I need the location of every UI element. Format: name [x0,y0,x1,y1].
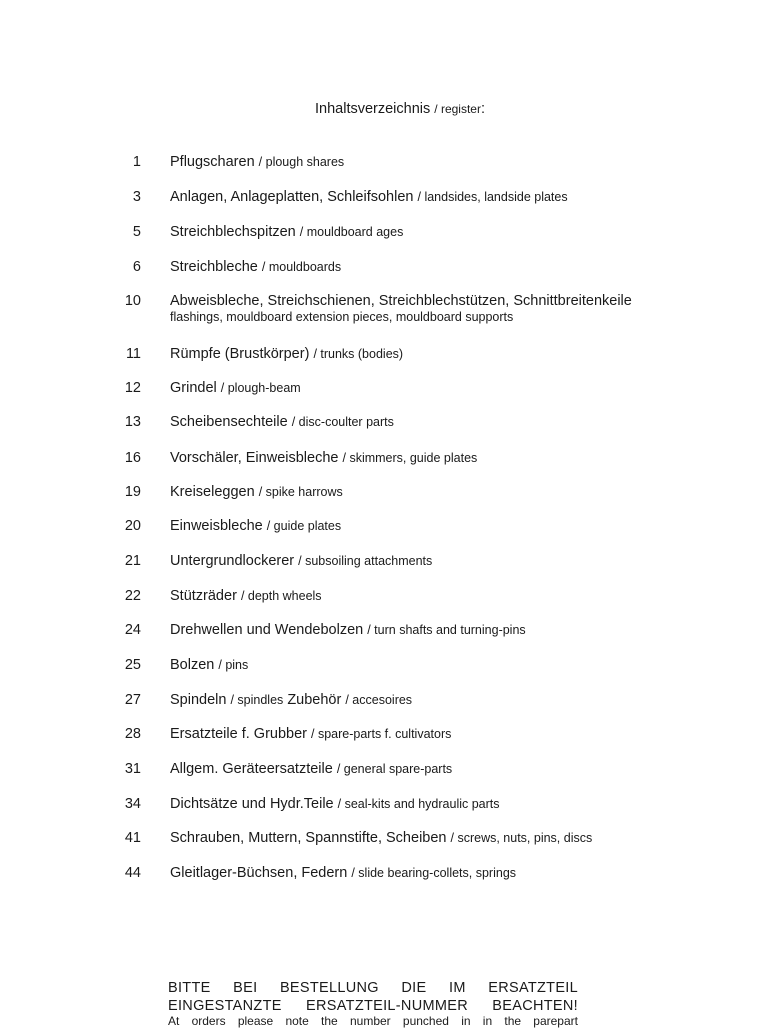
toc-entry-text [170,621,526,639]
toc-entry-english: / plough shares [258,155,345,169]
toc-entry-text [170,292,632,310]
toc-entry-english: / guide plates [266,519,342,533]
toc-entry-german: Spindeln [170,692,227,708]
toc-page-number: 24 [124,622,141,638]
toc-entry-english: / mouldboards [261,260,342,274]
toc-entry-german: Untergrundlockerer [170,553,295,569]
toc-entry-german: Grindel [170,380,217,396]
notice-line-3: At orders please note the number punched in in the parepart [168,1014,578,1028]
toc-entry-german: Schrauben, Muttern, Spannstifte, Scheiben [170,830,447,846]
toc-entry-english: / spindles [230,693,284,707]
toc-entry-text [170,379,301,397]
toc-entry-english: / depth wheels [240,589,322,603]
toc-page-number: 12 [124,380,141,396]
toc-entry-german: Stützräder [170,588,237,604]
toc-entry-text [170,413,394,431]
notice-line-1: BITTE BEI BESTELLUNG DIE IM ERSATZTEIL [168,980,578,996]
toc-entry-text [170,725,451,743]
toc-page-number: 28 [124,726,141,742]
toc-page-number: 34 [124,796,141,812]
toc-page-number: 3 [132,189,141,205]
toc-entry-english: / seal-kits and hydraulic parts [337,797,500,811]
page-title [0,101,768,117]
title-colon: : [480,101,485,117]
toc-entry-german: Gleitlager-Büchsen, Federn [170,865,348,881]
toc-entry-text [170,258,341,276]
toc-page-number: 22 [124,588,141,604]
toc-entry-text [170,223,403,241]
toc-entry-german: Bolzen [170,657,215,673]
toc-page-number: 44 [124,865,141,881]
toc-entry-german: Streichblechspitzen [170,224,296,240]
toc-entry-english: / disc-coulter parts [291,415,394,429]
toc-entry-text [170,153,344,171]
toc-page-number: 27 [124,692,141,708]
toc-entry-german: Streichbleche [170,259,258,275]
toc-entry-german: Rümpfe (Brustkörper) [170,346,310,362]
toc-entry-english: / mouldboard ages [299,225,404,239]
toc-entry-english: / slide bearing-collets, springs [351,866,517,880]
toc-page-number: 20 [124,518,141,534]
toc-entry-text [170,760,452,778]
title-en: / register [434,102,481,116]
toc-entry-german: Vorschäler, Einweisbleche [170,450,339,466]
toc-page-number: 11 [125,346,141,362]
toc-entry-english: / subsoiling attachments [298,554,433,568]
toc-entry-english: / spare-parts f. cultivators [311,727,452,741]
toc-entry-text [170,449,477,467]
toc-entry-text [170,829,592,847]
toc-entry-english: / plough-beam [220,381,301,395]
toc-entry-german: Allgem. Geräteersatzteile [170,761,333,777]
toc-page-number: 5 [132,224,141,240]
toc-page-number: 41 [124,830,141,846]
toc-entry-german: Ersatzteile f. Grubber [170,726,307,742]
toc-page-number: 21 [124,553,141,569]
toc-entry-text [170,517,341,535]
toc-page-number: 1 [132,154,141,170]
toc-page-number: 6 [132,259,141,275]
toc-entry-german: Drehwellen und Wendebolzen [170,622,364,638]
toc-entry-english: / pins [218,658,249,672]
toc-entry-text [170,587,322,605]
toc-entry-german: Scheibensechteile [170,414,288,430]
toc-entry-text [170,552,432,570]
toc-entry-english: / screws, nuts, pins, discs [450,831,593,845]
toc-entry-german: Dichtsätze und Hydr.Teile [170,796,334,812]
toc-page-number: 25 [124,657,141,673]
toc-entry-english-line: flashings, mouldboard extension pieces, mouldboard supports [170,310,514,324]
toc-entry-english: / landsides, landside plates [417,190,568,204]
toc-entry-english: / general spare-parts [336,762,453,776]
toc-entry-text [170,691,412,709]
toc-entry-german: Pflugscharen [170,154,255,170]
order-notice [168,979,578,1015]
toc-entry-english: / spike harrows [258,485,343,499]
toc-entry-text [170,795,500,813]
toc-page-number: 31 [124,761,141,777]
title-de: Inhaltsverzeichnis [315,101,431,117]
toc-entry-german: Abweisbleche, Streichschienen, Streichblechstützen, Schnittbreitenkeile [170,293,632,309]
toc-entry-text [170,656,248,674]
toc-entry-text [170,483,343,501]
toc-entry-english: / trunks (bodies) [313,347,404,361]
toc-page-number: 10 [124,293,141,309]
notice-line-2: EINGESTANZTE ERSATZTEIL-NUMMER BEACHTEN! [168,998,578,1014]
toc-entry-german: Anlagen, Anlageplatten, Schleifsohlen [170,189,414,205]
toc-entry-text [170,188,568,206]
toc-entry-german: Einweisbleche [170,518,263,534]
toc-entry-german-2: Zubehör [287,692,342,708]
toc-page-number: 16 [124,450,141,466]
toc-entry-english-2: / accesoires [345,693,413,707]
toc-entry-text [170,345,403,363]
toc-entry-text [170,864,516,882]
toc-entry-german: Kreiseleggen [170,484,255,500]
toc-entry-english: / turn shafts and turning-pins [367,623,526,637]
toc-entry-english: / skimmers, guide plates [342,451,478,465]
toc-page-number: 19 [124,484,141,500]
toc-page-number: 13 [124,414,141,430]
